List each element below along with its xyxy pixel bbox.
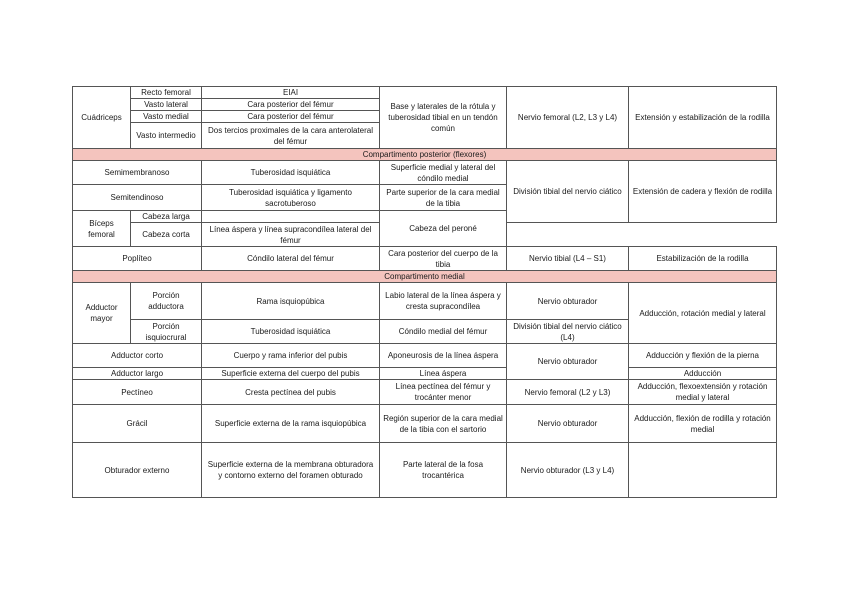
section-header-row bbox=[73, 271, 777, 283]
section-title-posterior: Compartimento posterior (flexores) bbox=[73, 149, 777, 161]
table-row bbox=[73, 344, 777, 368]
insertion-cell: Cabeza del peroné bbox=[380, 211, 507, 247]
insertion-cell: Aponeurosis de la línea áspera bbox=[380, 344, 507, 368]
origin-cell: Tuberosidad isquiática bbox=[202, 161, 380, 185]
origin-cell: Cuerpo y rama inferior del pubis bbox=[202, 344, 380, 368]
function-cell: Adducción bbox=[629, 368, 777, 380]
muscle-name: Pectíneo bbox=[73, 380, 202, 405]
origin-cell: Superficie externa de la membrana obturadora y contorno externo del foramen obturado bbox=[202, 443, 380, 498]
insertion-cell: Cara posterior del cuerpo de la tibia bbox=[380, 247, 507, 271]
insertion-cell: Línea áspera bbox=[380, 368, 507, 380]
section-header-row bbox=[73, 149, 777, 161]
muscle-name: Obturador externo bbox=[73, 443, 202, 498]
nerve-cell: Nervio tibial (L4 – S1) bbox=[507, 247, 629, 271]
insertion-cell: Base y laterales de la rótula y tuberosidad tibial en un tendón común bbox=[380, 87, 507, 149]
table-row bbox=[73, 368, 777, 380]
table-row bbox=[73, 161, 777, 185]
muscle-name: Grácil bbox=[73, 405, 202, 443]
insertion-cell: Parte superior de la cara medial de la tibia bbox=[380, 185, 507, 211]
section-title-medial: Compartimento medial bbox=[73, 271, 777, 283]
muscle-name: Adductor largo bbox=[73, 368, 202, 380]
function-cell: Adducción, flexión de rodilla y rotación medial bbox=[629, 405, 777, 443]
nerve-cell: Nervio obturador bbox=[507, 405, 629, 443]
insertion-cell: Cóndilo medial del fémur bbox=[380, 320, 507, 344]
table-row bbox=[73, 443, 777, 498]
muscle-group-biceps: Bíceps femoral bbox=[73, 211, 131, 247]
function-cell: Extensión de cadera y flexión de rodilla bbox=[629, 161, 777, 223]
origin-cell: Tuberosidad isquiática bbox=[202, 320, 380, 344]
muscle-name: Vasto intermedio bbox=[131, 123, 202, 149]
origin-cell: Dos tercios proximales de la cara anterolateral del fémur bbox=[202, 123, 380, 149]
origin-cell: Cresta pectínea del pubis bbox=[202, 380, 380, 405]
function-cell bbox=[629, 443, 777, 498]
insertion-cell: Superficie medial y lateral del cóndilo medial bbox=[380, 161, 507, 185]
insertion-cell: Región superior de la cara medial de la tibia con el sartorio bbox=[380, 405, 507, 443]
nerve-cell: Nervio femoral (L2, L3 y L4) bbox=[507, 87, 629, 149]
function-cell: Extensión y estabilización de la rodilla bbox=[629, 87, 777, 149]
origin-cell: Rama isquiopúbica bbox=[202, 283, 380, 320]
nerve-cell: Nervio obturador bbox=[507, 283, 629, 320]
nerve-cell: División tibial del nervio ciático (L4) bbox=[507, 320, 629, 344]
muscle-name: Recto femoral bbox=[131, 87, 202, 99]
muscle-name: Vasto lateral bbox=[131, 99, 202, 111]
muscle-group-adductor-mayor: Adductor mayor bbox=[73, 283, 131, 344]
table-row bbox=[73, 247, 777, 271]
function-cell: Estabilización de la rodilla bbox=[629, 247, 777, 271]
muscle-name: Adductor corto bbox=[73, 344, 202, 368]
muscle-name: Vasto medial bbox=[131, 111, 202, 123]
origin-cell: Tuberosidad isquiática y ligamento sacrotuberoso bbox=[202, 185, 380, 211]
origin-cell: Superficie externa del cuerpo del pubis bbox=[202, 368, 380, 380]
muscle-name: Poplíteo bbox=[73, 247, 202, 271]
origin-cell: Cóndilo lateral del fémur bbox=[202, 247, 380, 271]
muscle-table bbox=[72, 86, 777, 498]
function-cell: Adducción y flexión de la pierna bbox=[629, 344, 777, 368]
muscle-name: Porción isquiocrural bbox=[131, 320, 202, 344]
table-row bbox=[73, 405, 777, 443]
insertion-cell: Línea pectínea del fémur y trocánter menor bbox=[380, 380, 507, 405]
table-row bbox=[73, 283, 777, 320]
table-row bbox=[73, 380, 777, 405]
origin-cell: Cara posterior del fémur bbox=[202, 111, 380, 123]
insertion-cell: Parte lateral de la fosa trocantérica bbox=[380, 443, 507, 498]
nerve-cell: Nervio obturador bbox=[507, 344, 629, 380]
origin-cell bbox=[202, 211, 380, 223]
origin-cell: EIAI bbox=[202, 87, 380, 99]
nerve-cell: División tibial del nervio ciático bbox=[507, 161, 629, 223]
muscle-name: Semimembranoso bbox=[73, 161, 202, 185]
muscle-group-cuadriceps: Cuádriceps bbox=[73, 87, 131, 149]
origin-cell: Cara posterior del fémur bbox=[202, 99, 380, 111]
function-cell: Adducción, rotación medial y lateral bbox=[629, 283, 777, 344]
muscle-name: Cabeza larga bbox=[131, 211, 202, 223]
origin-cell: Superficie externa de la rama isquiopúbica bbox=[202, 405, 380, 443]
function-cell: Adducción, flexoextensión y rotación medial y lateral bbox=[629, 380, 777, 405]
nerve-cell: Nervio obturador (L3 y L4) bbox=[507, 443, 629, 498]
insertion-cell: Labio lateral de la línea áspera y cresta supracondílea bbox=[380, 283, 507, 320]
nerve-cell: Nervio femoral (L2 y L3) bbox=[507, 380, 629, 405]
muscle-name: Semitendinoso bbox=[73, 185, 202, 211]
origin-cell: Línea áspera y línea supracondílea lateral del fémur bbox=[202, 223, 380, 247]
muscle-name: Cabeza corta bbox=[131, 223, 202, 247]
muscle-name: Porción adductora bbox=[131, 283, 202, 320]
table-row bbox=[73, 87, 777, 99]
